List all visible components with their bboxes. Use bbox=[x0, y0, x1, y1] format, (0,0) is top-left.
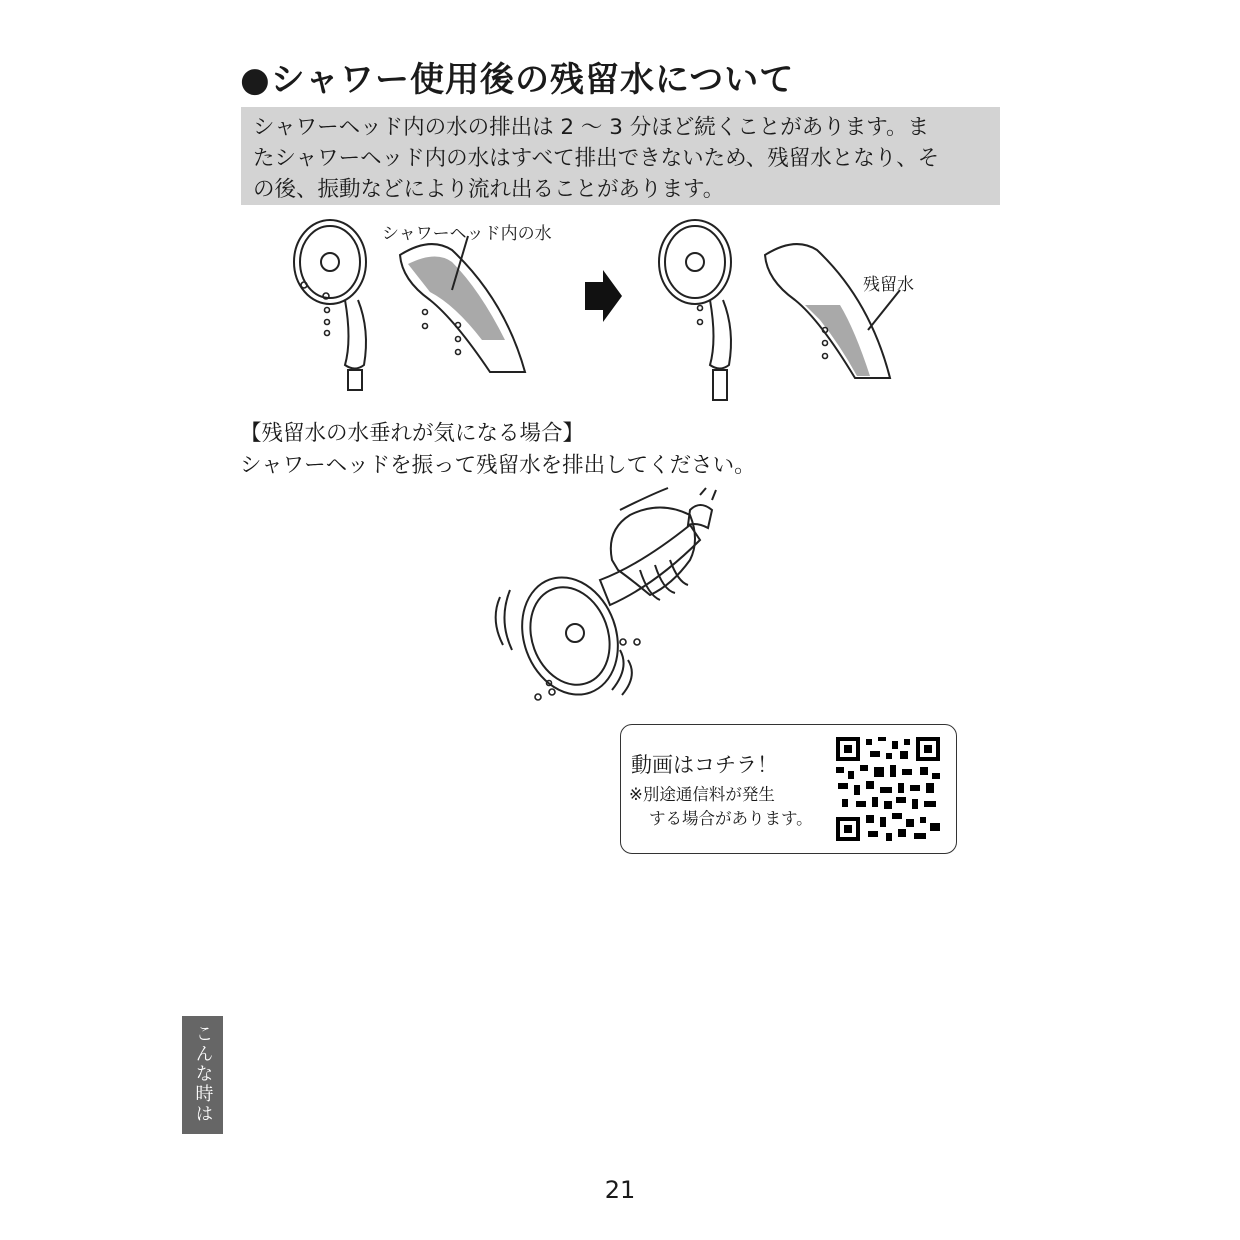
label-residual-water: 残留水 bbox=[863, 275, 914, 295]
side-tab bbox=[182, 1016, 223, 1134]
hand-icon bbox=[611, 488, 695, 595]
qr-code-icon[interactable] bbox=[836, 737, 940, 841]
page-number: 21 bbox=[604, 1176, 636, 1204]
notice-line: シャワーヘッド内の水の排出は 2 〜 3 分ほど続くことがあります。ま bbox=[253, 115, 930, 140]
section-title: ●シャワー使用後の残留水について bbox=[240, 60, 795, 100]
tip-text: シャワーヘッドを振って残留水を排出してください。 bbox=[240, 453, 756, 478]
notice-line: の後、振動などにより流れ出ることがあります。 bbox=[253, 177, 725, 202]
label-inner-water: シャワーヘッド内の水 bbox=[382, 224, 552, 244]
video-info-box bbox=[620, 724, 957, 854]
data-charge-note: ※別途通信料が発生 bbox=[629, 785, 775, 804]
video-link-text: 動画はコチラ！ bbox=[631, 753, 778, 777]
data-charge-note-cont: する場合があります。 bbox=[649, 809, 813, 828]
side-tab-label: こんな時は bbox=[192, 1024, 214, 1124]
tip-heading: 【残留水の水垂れが気になる場合】 bbox=[240, 421, 585, 446]
notice-line: たシャワーヘッド内の水はすべて排出できないため、残留水となり、そ bbox=[253, 146, 940, 171]
